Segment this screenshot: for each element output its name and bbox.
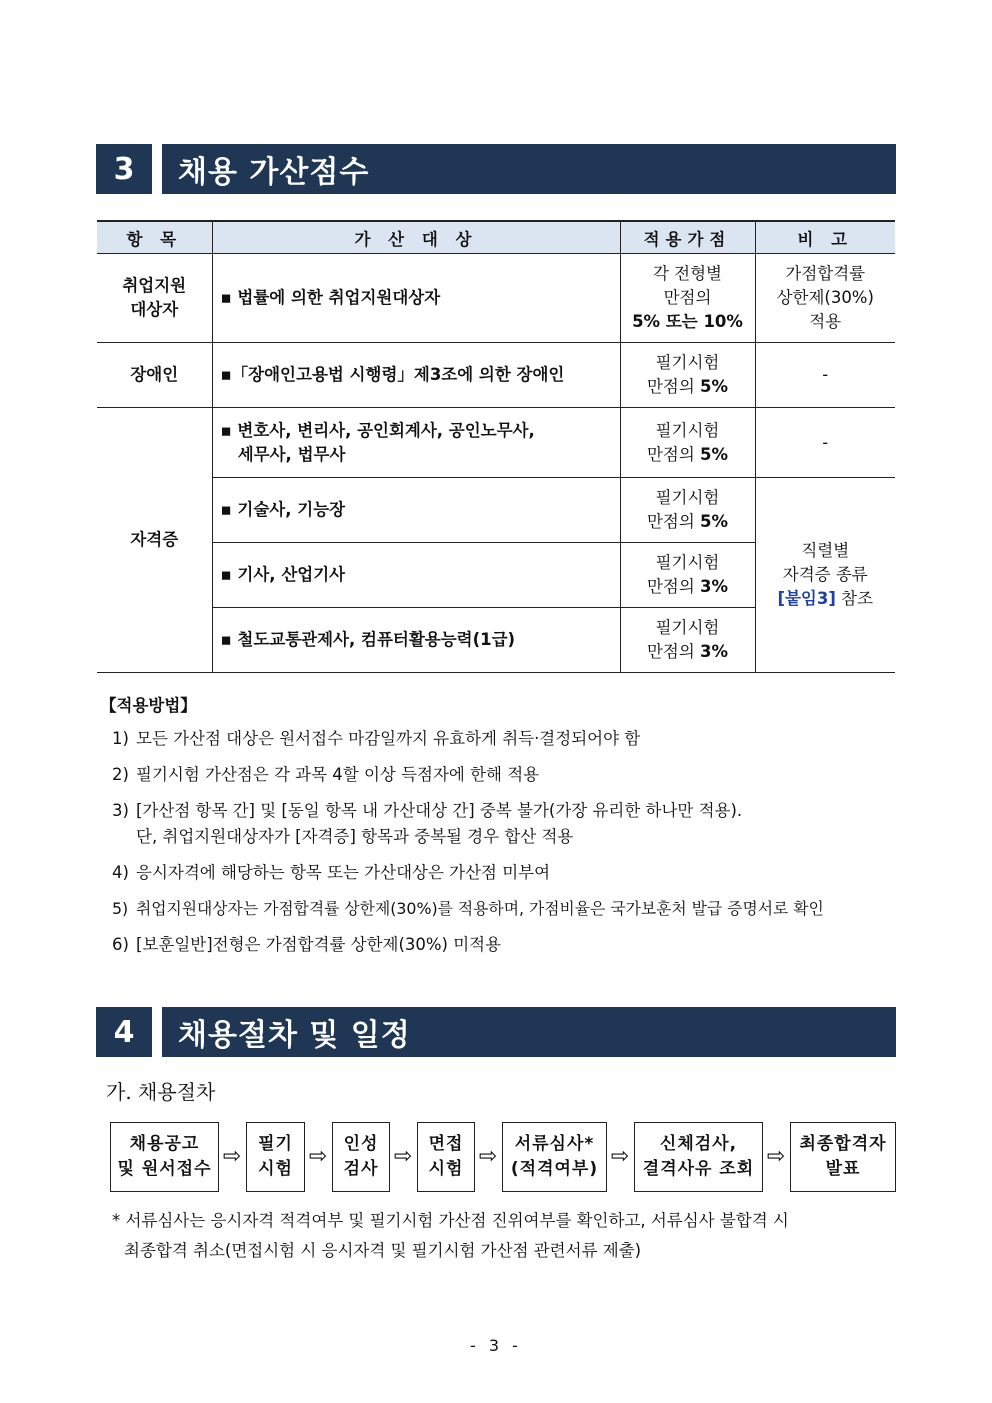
points-value: 3% [700,642,729,661]
table-row [97,408,895,478]
header-target: 가 산 대 상 [212,221,620,254]
row-target: ▪ 법률에 의한 취업지원대상자 [212,254,620,343]
step-personality-test: 인성 검사 [332,1122,390,1192]
row-points [620,543,755,608]
table-row [97,254,895,343]
cert-note [755,478,895,673]
points-text: 필기시험 만점의 [646,488,720,531]
list-item [100,798,900,850]
step-document-review: 서류심사* (적격여부) [502,1122,607,1192]
row-points [620,343,755,408]
row-points [620,254,755,343]
points-value: 5% [700,512,729,531]
points-text: 필기시험 만점의 [646,618,720,661]
step-written-exam: 필기 시험 [246,1122,305,1192]
step-final-announcement: 최종합격자 발표 [790,1122,896,1192]
item-text: 응시자격에 해당하는 항목 또는 가산대상은 가산점 미부여 [136,863,551,882]
item-number: 6) [112,935,129,954]
item-number: 1) [112,729,129,748]
row-note: 가점합격률 상한제(30%) 적용 [755,254,895,343]
item-text: [보훈일반]전형은 가점합격률 상한제(30%) 미적용 [136,935,502,954]
list-item [100,932,900,958]
arrow-right-icon: ⇨ [478,1144,498,1169]
item-number: 4) [112,863,129,882]
header-note: 비 고 [755,221,895,254]
arrow-right-icon: ⇨ [308,1144,328,1169]
row-note: - [755,343,895,408]
cert-note-line2: 자격증 종류 [782,565,868,584]
arrow-right-icon: ⇨ [766,1144,786,1169]
list-item [100,860,900,886]
row-points [620,478,755,543]
points-value: 5% [700,377,729,396]
points-value: 5% 또는 10% [632,312,743,331]
points-value: 3% [700,577,729,596]
page-number: - 3 - [470,1336,522,1355]
table-header-row [97,221,895,254]
points-text: 필기시험 만점의 [646,553,720,596]
arrow-right-icon: ⇨ [610,1144,630,1169]
arrow-right-icon: ⇨ [393,1144,413,1169]
list-item [100,762,900,788]
points-text: 각 전형별 만점의 [652,264,722,307]
bonus-points-table [97,220,895,673]
item-text: [가산점 항목 간] 및 [동일 항목 내 가산대상 간] 중복 불가(가장 유리한 하나만 적용). 단, 취업지원대상자가 [자격증] 항목과 중복될 경우 합산 적용 [136,801,743,846]
header-points: 적용가점 [620,221,755,254]
row-category: 자격증 [97,408,212,673]
item-text: 취업지원대상자는 가점합격률 상한제(30%)를 적용하며, 가점비율은 국가보훈처 발급 증명서로 확인 [136,899,824,918]
cert-note-suffix: 참조 [835,589,874,608]
application-methods [100,692,900,968]
cert-note-line3 [762,587,890,611]
table-row [97,343,895,408]
item-text: 필기시험 가산점은 각 과목 4할 이상 득점자에 한해 적용 [136,765,540,784]
row-target: ▪ 변호사, 변리사, 공인회계사, 공인노무사, 세무사, 법무사 [212,408,620,478]
header-category: 항 목 [97,221,212,254]
methods-list [100,726,900,958]
list-item [100,896,900,922]
step-interview: 면접 시험 [417,1122,475,1192]
points-text: 필기시험 만점의 [646,353,720,396]
arrow-right-icon: ⇨ [222,1144,242,1169]
points-value: 5% [700,444,729,464]
cert-note-line1: 직렬별 [801,541,850,560]
table-row [97,478,895,543]
row-target: ▪ 기사, 산업기사 [212,543,620,608]
row-target: ▪ 철도교통관제사, 컴퓨터활용능력(1급) [212,608,620,673]
attachment-ref: [붙임3] [777,589,836,608]
section-3-header [96,144,896,194]
row-points [620,608,755,673]
footnote-line2: 최종합격 취소(면접시험 시 응시자격 및 필기시험 가산점 관련서류 제출) [124,1241,642,1260]
procedure-footnote [112,1206,898,1266]
step-announcement: 채용공고 및 원서접수 [110,1122,219,1192]
row-target: ▪ 기술사, 기능장 [212,478,620,543]
row-target: ▪「장애인고용법 시행령」제3조에 의한 장애인 [212,343,620,408]
procedure-subtitle: 가. 채용절차 [106,1080,216,1104]
section-4-header [96,1007,896,1057]
methods-title: 【적용방법】 [100,696,197,715]
row-points [620,408,755,478]
step-medical-check: 신체검사, 결격사유 조회 [634,1122,763,1192]
section-number: 3 [96,144,152,194]
row-category: 취업지원 대상자 [97,254,212,343]
item-number: 3) [112,801,129,820]
section-title: 채용절차 및 일정 [162,1007,896,1057]
points-text: 필기시험 만점의 [646,420,720,464]
row-note: - [755,408,895,478]
row-category: 장애인 [97,343,212,408]
list-item [100,726,900,752]
item-text: 모든 가산점 대상은 원서접수 마감일까지 유효하게 취득·결정되어야 함 [136,729,641,748]
item-number: 2) [112,765,129,784]
section-number: 4 [96,1007,152,1057]
footnote-line1: * 서류심사는 응시자격 적격여부 및 필기시험 가산점 진위여부를 확인하고, 서류심사 불합격 시 [112,1211,789,1230]
item-number: 5) [112,899,129,918]
section-title: 채용 가산점수 [162,144,896,194]
